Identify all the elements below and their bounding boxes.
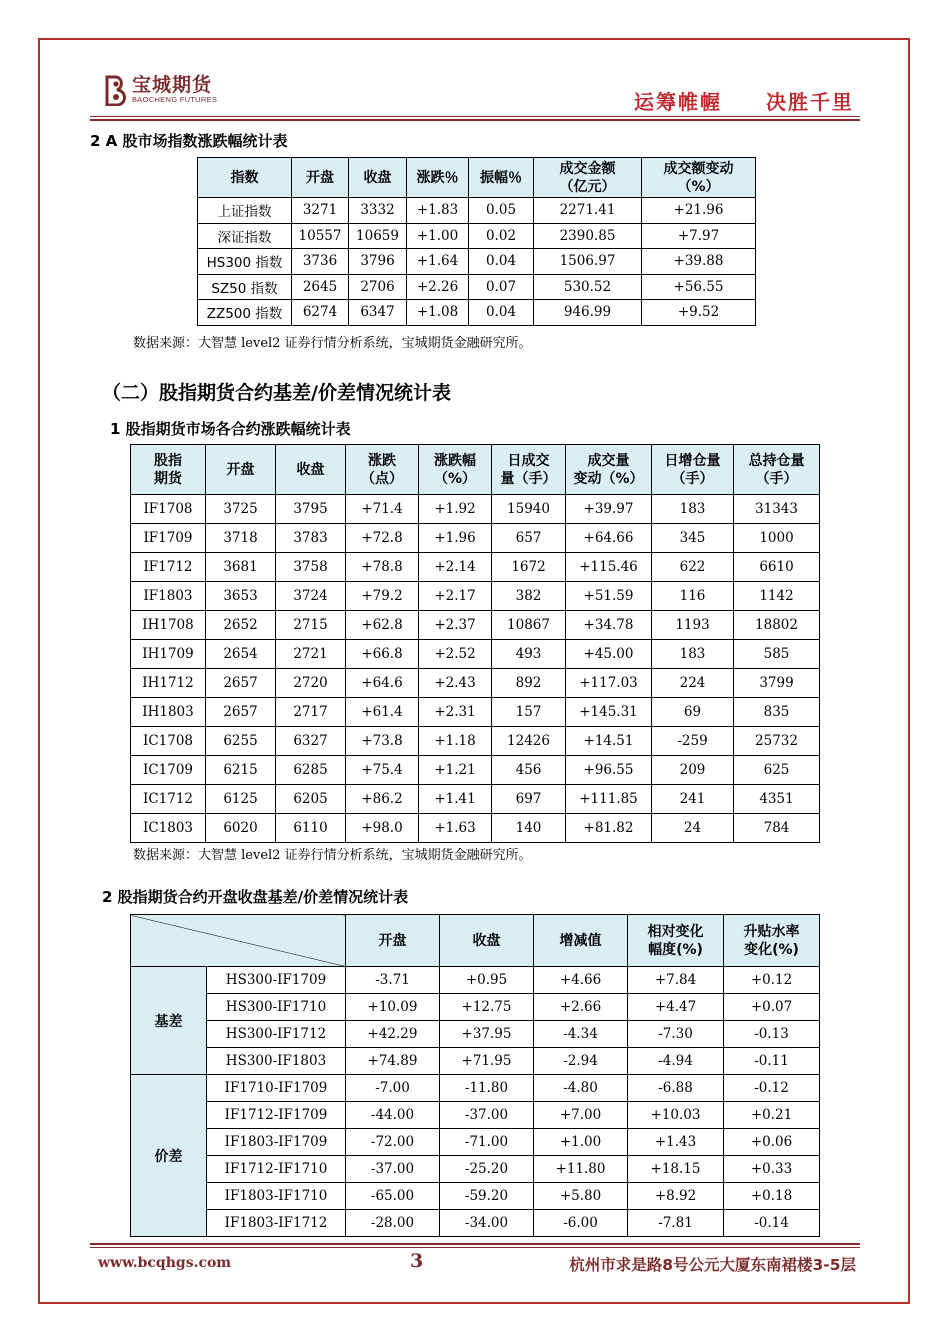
data-cell: +7.84	[628, 967, 724, 994]
data-cell: 3758	[276, 553, 346, 582]
data-cell: -6.00	[534, 1210, 628, 1237]
row-label-cell: HS300-IF1803	[207, 1048, 346, 1075]
data-cell: 530.52	[534, 274, 642, 300]
data-cell: 18802	[734, 611, 820, 640]
column-header: 涨跌％	[407, 158, 469, 198]
data-cell: 382	[492, 582, 566, 611]
column-header: 指数	[198, 158, 292, 198]
footer-address: 杭州市求是路8号公元大厦东南裙楼3-5层	[569, 1256, 856, 1274]
data-cell: -59.20	[440, 1183, 534, 1210]
corner-cell	[131, 915, 346, 967]
data-cell: 183	[652, 640, 734, 669]
table-row	[131, 785, 820, 814]
column-header: 成交额变动 （%）	[642, 158, 756, 198]
data-cell: +2.14	[419, 553, 492, 582]
data-cell: +2.52	[419, 640, 492, 669]
data-cell: -4.80	[534, 1075, 628, 1102]
data-cell: 209	[652, 756, 734, 785]
table-row	[198, 198, 756, 224]
data-cell: 835	[734, 698, 820, 727]
row-label-cell: ZZ500 指数	[198, 300, 292, 326]
row-label-cell: IH1708	[131, 611, 206, 640]
table-row	[131, 495, 820, 524]
table-b1-title: 1 股指期货市场各合约涨跌幅统计表	[110, 420, 351, 438]
data-cell: -7.00	[346, 1075, 440, 1102]
data-cell: 24	[652, 814, 734, 843]
data-cell: -34.00	[440, 1210, 534, 1237]
data-cell: +45.00	[566, 640, 652, 669]
data-cell: +4.66	[534, 967, 628, 994]
data-cell: -11.80	[440, 1075, 534, 1102]
table-row	[131, 582, 820, 611]
data-cell: 3718	[206, 524, 276, 553]
data-cell: 6110	[276, 814, 346, 843]
column-header: 股指 期货	[131, 445, 206, 495]
data-cell: -71.00	[440, 1129, 534, 1156]
column-header: 相对变化 幅度(%)	[628, 915, 724, 967]
row-label-cell: IF1712-IF1710	[207, 1156, 346, 1183]
data-cell: 0.07	[469, 274, 534, 300]
column-header: 成交量 变动（%）	[566, 445, 652, 495]
table-b1-source: 数据来源：大智慧 level2 证券行情分析系统，宝城期货金融研究所。	[133, 848, 532, 863]
data-cell: +12.75	[440, 994, 534, 1021]
table-row	[131, 1075, 820, 1102]
data-cell: 3783	[276, 524, 346, 553]
table-row	[131, 1183, 820, 1210]
column-header: 收盘	[276, 445, 346, 495]
table-row	[131, 1021, 820, 1048]
data-cell: 25732	[734, 727, 820, 756]
data-cell: 2657	[206, 669, 276, 698]
data-cell: 241	[652, 785, 734, 814]
data-cell: +1.43	[628, 1129, 724, 1156]
data-cell: 3725	[206, 495, 276, 524]
logo-en-text: BAOCHENG FUTURES	[132, 95, 218, 104]
header-rule-thick	[90, 119, 860, 121]
section-b-title: （二）股指期货合约基差/价差情况统计表	[102, 382, 451, 404]
data-cell: +111.85	[566, 785, 652, 814]
table-row	[131, 553, 820, 582]
column-header: 开盘	[346, 915, 440, 967]
data-cell: -65.00	[346, 1183, 440, 1210]
data-cell: -0.11	[724, 1048, 820, 1075]
data-cell: +2.26	[407, 274, 469, 300]
data-cell: 6215	[206, 756, 276, 785]
data-cell: 2715	[276, 611, 346, 640]
table-row	[131, 756, 820, 785]
data-cell: +98.0	[346, 814, 419, 843]
data-cell: 697	[492, 785, 566, 814]
data-cell: -4.94	[628, 1048, 724, 1075]
data-cell: 3681	[206, 553, 276, 582]
data-cell: +96.55	[566, 756, 652, 785]
group-label-cell: 价差	[131, 1075, 207, 1237]
data-cell: +1.00	[407, 223, 469, 249]
data-cell: 6125	[206, 785, 276, 814]
data-cell: +7.00	[534, 1102, 628, 1129]
table-row	[131, 1156, 820, 1183]
data-cell: 6610	[734, 553, 820, 582]
data-cell: 2717	[276, 698, 346, 727]
data-cell: +81.82	[566, 814, 652, 843]
data-cell: +1.63	[419, 814, 492, 843]
data-cell: 10867	[492, 611, 566, 640]
data-cell: 6274	[292, 300, 349, 326]
data-cell: -25.20	[440, 1156, 534, 1183]
row-label-cell: IC1709	[131, 756, 206, 785]
data-cell: 3332	[349, 198, 407, 224]
data-cell: +0.21	[724, 1102, 820, 1129]
data-cell: 1672	[492, 553, 566, 582]
logo-b-icon	[102, 74, 128, 106]
table-row	[198, 274, 756, 300]
table-row	[131, 611, 820, 640]
column-header: 收盘	[440, 915, 534, 967]
table-row	[131, 669, 820, 698]
row-label-cell: HS300-IF1712	[207, 1021, 346, 1048]
data-cell: +61.4	[346, 698, 419, 727]
row-label-cell: IF1712-IF1709	[207, 1102, 346, 1129]
logo-cn-text: 宝城期货	[132, 74, 213, 96]
row-label-cell: IF1803-IF1709	[207, 1129, 346, 1156]
data-cell: +2.31	[419, 698, 492, 727]
table-row	[131, 1102, 820, 1129]
table-row	[198, 249, 756, 275]
table-a-source: 数据来源：大智慧 level2 证券行情分析系统，宝城期货金融研究所。	[133, 336, 532, 351]
data-cell: 10659	[349, 223, 407, 249]
column-header: 涨跌 （点）	[346, 445, 419, 495]
data-cell: +117.03	[566, 669, 652, 698]
data-cell: +1.83	[407, 198, 469, 224]
slogan-right: 决胜千里	[766, 90, 854, 114]
data-cell: 224	[652, 669, 734, 698]
row-label-cell: IC1712	[131, 785, 206, 814]
data-cell: 625	[734, 756, 820, 785]
row-label-cell: IF1709	[131, 524, 206, 553]
data-cell: +71.95	[440, 1048, 534, 1075]
data-cell: 585	[734, 640, 820, 669]
table-row	[131, 814, 820, 843]
row-label-cell: IC1803	[131, 814, 206, 843]
data-cell: +86.2	[346, 785, 419, 814]
data-cell: -0.14	[724, 1210, 820, 1237]
data-cell: +1.08	[407, 300, 469, 326]
data-cell: 3796	[349, 249, 407, 275]
data-cell: 2645	[292, 274, 349, 300]
data-cell: 1142	[734, 582, 820, 611]
data-cell: +7.97	[642, 223, 756, 249]
row-label-cell: IF1803	[131, 582, 206, 611]
data-cell: +2.66	[534, 994, 628, 1021]
group-label-cell: 基差	[131, 967, 207, 1075]
data-cell: +1.18	[419, 727, 492, 756]
data-cell: +0.07	[724, 994, 820, 1021]
table-row	[131, 994, 820, 1021]
header-slogan	[634, 86, 854, 115]
row-label-cell: IH1803	[131, 698, 206, 727]
data-cell: 183	[652, 495, 734, 524]
table-row	[131, 1129, 820, 1156]
data-cell: 4351	[734, 785, 820, 814]
data-cell: +0.06	[724, 1129, 820, 1156]
data-cell: 3653	[206, 582, 276, 611]
data-cell: 6347	[349, 300, 407, 326]
data-cell: 2706	[349, 274, 407, 300]
data-cell: +39.88	[642, 249, 756, 275]
data-cell: 15940	[492, 495, 566, 524]
column-header: 涨跌幅 （%）	[419, 445, 492, 495]
data-cell: 2390.85	[534, 223, 642, 249]
data-cell: +73.8	[346, 727, 419, 756]
header-rule	[90, 116, 860, 117]
table-row	[131, 1048, 820, 1075]
data-cell: 946.99	[534, 300, 642, 326]
data-cell: -28.00	[346, 1210, 440, 1237]
data-cell: 6327	[276, 727, 346, 756]
data-cell: -3.71	[346, 967, 440, 994]
row-label-cell: 深证指数	[198, 223, 292, 249]
footer-website-link[interactable]: www.bcqhgs.com	[98, 1255, 232, 1271]
row-label-cell: IF1803-IF1712	[207, 1210, 346, 1237]
data-cell: +79.2	[346, 582, 419, 611]
table-a-title: 2 A 股市场指数涨跌幅统计表	[90, 132, 288, 150]
data-cell: +1.64	[407, 249, 469, 275]
data-cell: +115.46	[566, 553, 652, 582]
data-cell: 6285	[276, 756, 346, 785]
data-cell: 1000	[734, 524, 820, 553]
row-label-cell: IF1710-IF1709	[207, 1075, 346, 1102]
data-cell: 784	[734, 814, 820, 843]
column-header: 日成交 量（手）	[492, 445, 566, 495]
data-cell: +10.03	[628, 1102, 724, 1129]
data-cell: 6020	[206, 814, 276, 843]
data-cell: +51.59	[566, 582, 652, 611]
row-label-cell: IH1712	[131, 669, 206, 698]
data-cell: +34.78	[566, 611, 652, 640]
data-cell: 1193	[652, 611, 734, 640]
data-cell: 2654	[206, 640, 276, 669]
row-label-cell: 上证指数	[198, 198, 292, 224]
data-cell: +72.8	[346, 524, 419, 553]
table-row	[198, 300, 756, 326]
table-b2-title: 2 股指期货合约开盘收盘基差/价差情况统计表	[102, 888, 409, 906]
data-cell: +56.55	[642, 274, 756, 300]
data-cell: -37.00	[346, 1156, 440, 1183]
table-row	[131, 727, 820, 756]
data-cell: +4.47	[628, 994, 724, 1021]
data-cell: +0.95	[440, 967, 534, 994]
data-cell: 657	[492, 524, 566, 553]
data-cell: 12426	[492, 727, 566, 756]
data-cell: 892	[492, 669, 566, 698]
row-label-cell: IF1708	[131, 495, 206, 524]
data-cell: +39.97	[566, 495, 652, 524]
data-cell: -4.34	[534, 1021, 628, 1048]
data-cell: 10557	[292, 223, 349, 249]
column-header: 总持仓量 （手）	[734, 445, 820, 495]
data-cell: 2271.41	[534, 198, 642, 224]
data-cell: -44.00	[346, 1102, 440, 1129]
data-cell: +14.51	[566, 727, 652, 756]
data-cell: +64.6	[346, 669, 419, 698]
a-share-index-table	[197, 157, 756, 326]
data-cell: +37.95	[440, 1021, 534, 1048]
futures-contract-table	[130, 444, 820, 843]
row-label-cell: HS300-IF1710	[207, 994, 346, 1021]
page-number: 3	[410, 1250, 424, 1272]
data-cell: +74.89	[346, 1048, 440, 1075]
data-cell: 6255	[206, 727, 276, 756]
data-cell: +1.96	[419, 524, 492, 553]
column-header: 开盘	[206, 445, 276, 495]
data-cell: 3736	[292, 249, 349, 275]
data-cell: +2.37	[419, 611, 492, 640]
data-cell: 493	[492, 640, 566, 669]
data-cell: +0.33	[724, 1156, 820, 1183]
data-cell: +66.8	[346, 640, 419, 669]
data-cell: 345	[652, 524, 734, 553]
data-cell: +62.8	[346, 611, 419, 640]
data-cell: -7.81	[628, 1210, 724, 1237]
data-cell: -7.30	[628, 1021, 724, 1048]
data-cell: 116	[652, 582, 734, 611]
data-cell: 3799	[734, 669, 820, 698]
data-cell: +145.31	[566, 698, 652, 727]
data-cell: 69	[652, 698, 734, 727]
column-header: 日增仓量 （手）	[652, 445, 734, 495]
data-cell: 3795	[276, 495, 346, 524]
data-cell: 622	[652, 553, 734, 582]
data-cell: +21.96	[642, 198, 756, 224]
data-cell: +0.12	[724, 967, 820, 994]
footer-rule-thick	[90, 1243, 860, 1245]
data-cell: -259	[652, 727, 734, 756]
data-cell: +71.4	[346, 495, 419, 524]
column-header: 增减值	[534, 915, 628, 967]
data-cell: +1.41	[419, 785, 492, 814]
data-cell: -72.00	[346, 1129, 440, 1156]
basis-spread-table	[130, 914, 820, 1237]
data-cell: +2.17	[419, 582, 492, 611]
data-cell: 1506.97	[534, 249, 642, 275]
data-cell: -2.94	[534, 1048, 628, 1075]
data-cell: 2657	[206, 698, 276, 727]
data-cell: 0.04	[469, 300, 534, 326]
table-row	[131, 698, 820, 727]
data-cell: +1.21	[419, 756, 492, 785]
data-cell: +8.92	[628, 1183, 724, 1210]
data-cell: +2.43	[419, 669, 492, 698]
data-cell: +10.09	[346, 994, 440, 1021]
row-label-cell: IH1709	[131, 640, 206, 669]
data-cell: 456	[492, 756, 566, 785]
row-label-cell: IF1803-IF1710	[207, 1183, 346, 1210]
data-cell: 2720	[276, 669, 346, 698]
table-row	[131, 524, 820, 553]
data-cell: 3271	[292, 198, 349, 224]
data-cell: +64.66	[566, 524, 652, 553]
data-cell: 6205	[276, 785, 346, 814]
data-cell: 2721	[276, 640, 346, 669]
company-logo	[102, 74, 217, 106]
data-cell: +1.92	[419, 495, 492, 524]
column-header: 开盘	[292, 158, 349, 198]
table-row	[131, 640, 820, 669]
data-cell: 0.04	[469, 249, 534, 275]
data-cell: +78.8	[346, 553, 419, 582]
row-label-cell: HS300 指数	[198, 249, 292, 275]
table-row	[198, 223, 756, 249]
row-label-cell: IC1708	[131, 727, 206, 756]
data-cell: +75.4	[346, 756, 419, 785]
data-cell: +9.52	[642, 300, 756, 326]
column-header: 升贴水率 变化(%)	[724, 915, 820, 967]
data-cell: +1.00	[534, 1129, 628, 1156]
footer-rule	[90, 1247, 860, 1248]
data-cell: -0.13	[724, 1021, 820, 1048]
column-header: 收盘	[349, 158, 407, 198]
table-row	[131, 967, 820, 994]
row-label-cell: SZ50 指数	[198, 274, 292, 300]
data-cell: 140	[492, 814, 566, 843]
table-row	[131, 1210, 820, 1237]
data-cell: +11.80	[534, 1156, 628, 1183]
data-cell: +5.80	[534, 1183, 628, 1210]
data-cell: 0.05	[469, 198, 534, 224]
data-cell: -6.88	[628, 1075, 724, 1102]
data-cell: +18.15	[628, 1156, 724, 1183]
row-label-cell: IF1712	[131, 553, 206, 582]
data-cell: -0.12	[724, 1075, 820, 1102]
data-cell: 0.02	[469, 223, 534, 249]
data-cell: 157	[492, 698, 566, 727]
data-cell: -37.00	[440, 1102, 534, 1129]
column-header: 成交金额 （亿元）	[534, 158, 642, 198]
data-cell: +42.29	[346, 1021, 440, 1048]
data-cell: 2652	[206, 611, 276, 640]
data-cell: +0.18	[724, 1183, 820, 1210]
row-label-cell: HS300-IF1709	[207, 967, 346, 994]
data-cell: 31343	[734, 495, 820, 524]
column-header: 振幅％	[469, 158, 534, 198]
data-cell: 3724	[276, 582, 346, 611]
slogan-left: 运筹帷幄	[634, 90, 722, 114]
